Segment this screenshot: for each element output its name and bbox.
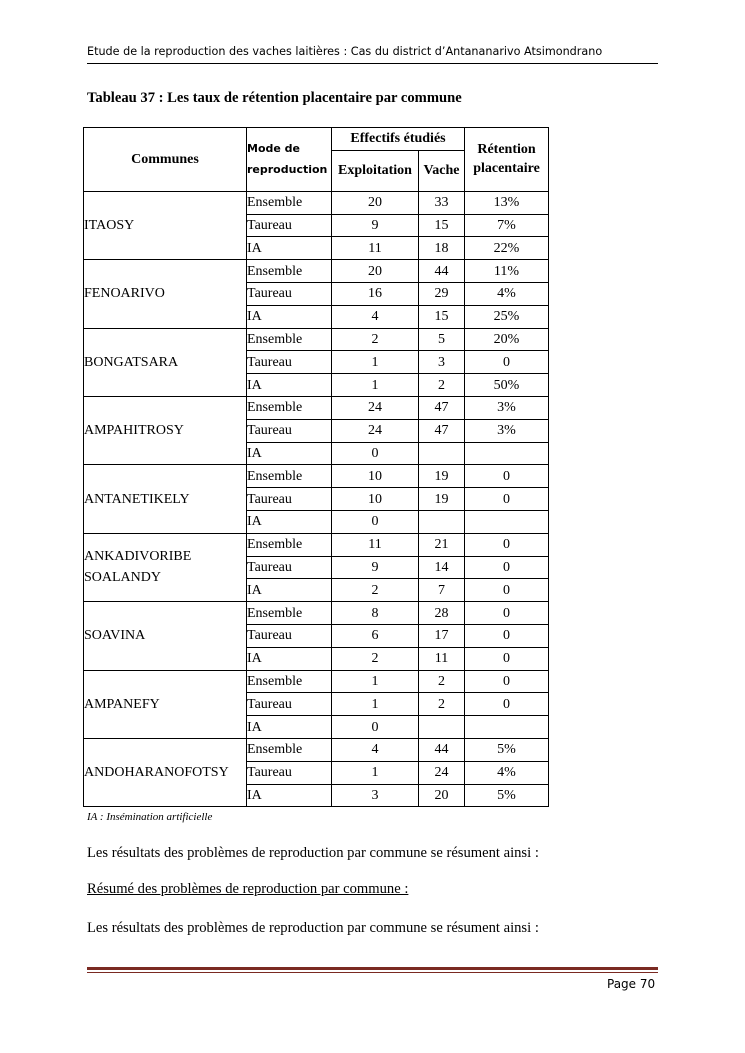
exploitation-cell: 1 — [332, 761, 419, 784]
mode-cell: Ensemble — [247, 260, 332, 283]
header-communes — [84, 128, 247, 192]
mode-cell: Ensemble — [247, 670, 332, 693]
exploitation-cell: 0 — [332, 510, 419, 533]
mode-cell: IA — [247, 784, 332, 807]
header-exploitation-label: Exploitation — [338, 163, 412, 179]
vache-cell: 7 — [419, 579, 465, 602]
retention-cell: 0 — [465, 693, 549, 716]
commune-cell: ANDOHARANOFOTSY — [84, 738, 247, 806]
commune-cell: ITAOSY — [84, 191, 247, 259]
table-row — [84, 670, 549, 693]
table-footnote: IA : Insémination artificielle — [87, 811, 213, 823]
section-heading-summary: Résumé des problèmes de reproduction par commune : — [87, 881, 409, 897]
commune-cell: FENOARIVO — [84, 260, 247, 328]
retention-cell: 4% — [465, 282, 549, 305]
vache-cell: 19 — [419, 465, 465, 488]
table-row — [84, 191, 549, 214]
retention-cell — [465, 716, 549, 739]
exploitation-cell: 1 — [332, 351, 419, 374]
vache-cell: 44 — [419, 738, 465, 761]
exploitation-cell: 1 — [332, 374, 419, 397]
exploitation-cell: 8 — [332, 602, 419, 625]
exploitation-cell: 24 — [332, 419, 419, 442]
retention-cell: 22% — [465, 237, 549, 260]
retention-cell: 0 — [465, 647, 549, 670]
mode-cell: Ensemble — [247, 396, 332, 419]
exploitation-cell: 6 — [332, 624, 419, 647]
header-mode-line2: reproduction — [247, 163, 328, 177]
commune-cell: BONGATSARA — [84, 328, 247, 396]
table-row — [84, 260, 549, 283]
mode-cell: Taureau — [247, 488, 332, 511]
header-communes-label: Communes — [131, 151, 199, 167]
exploitation-cell: 2 — [332, 647, 419, 670]
footer-rule-thin — [87, 972, 658, 973]
vache-cell: 2 — [419, 693, 465, 716]
exploitation-cell: 9 — [332, 556, 419, 579]
retention-cell: 0 — [465, 533, 549, 556]
header-exploitation — [332, 150, 419, 191]
commune-cell: SOAVINA — [84, 602, 247, 670]
vache-cell: 19 — [419, 488, 465, 511]
retention-cell: 0 — [465, 624, 549, 647]
retention-cell: 5% — [465, 738, 549, 761]
mode-cell: IA — [247, 374, 332, 397]
retention-cell: 3% — [465, 396, 549, 419]
vache-cell: 2 — [419, 670, 465, 693]
vache-cell: 15 — [419, 305, 465, 328]
table-row — [84, 328, 549, 351]
vache-cell — [419, 510, 465, 533]
mode-cell: Ensemble — [247, 191, 332, 214]
vache-cell: 18 — [419, 237, 465, 260]
paragraph-results-repeat: Les résultats des problèmes de reproduction par commune se résument ainsi : — [87, 920, 539, 936]
retention-cell: 0 — [465, 670, 549, 693]
vache-cell: 29 — [419, 282, 465, 305]
retention-cell: 4% — [465, 761, 549, 784]
table-row — [84, 465, 549, 488]
exploitation-cell: 1 — [332, 693, 419, 716]
retention-cell: 13% — [465, 191, 549, 214]
header-rule — [87, 63, 658, 64]
retention-cell: 5% — [465, 784, 549, 807]
retention-cell: 11% — [465, 260, 549, 283]
retention-cell: 20% — [465, 328, 549, 351]
mode-cell: Ensemble — [247, 533, 332, 556]
running-header: Etude de la reproduction des vaches laitières : Cas du district d’Antananarivo Atsimondrano — [87, 45, 603, 58]
vache-cell: 15 — [419, 214, 465, 237]
vache-cell: 3 — [419, 351, 465, 374]
mode-cell: IA — [247, 237, 332, 260]
table-body — [84, 191, 549, 807]
header-mode — [247, 128, 332, 192]
retention-cell — [465, 442, 549, 465]
retention-cell: 0 — [465, 579, 549, 602]
exploitation-cell: 0 — [332, 716, 419, 739]
vache-cell: 47 — [419, 396, 465, 419]
header-effectifs-label: Effectifs étudiés — [350, 131, 446, 147]
vache-cell: 11 — [419, 647, 465, 670]
exploitation-cell: 11 — [332, 237, 419, 260]
exploitation-cell: 11 — [332, 533, 419, 556]
mode-cell: Taureau — [247, 761, 332, 784]
mode-cell: IA — [247, 716, 332, 739]
retention-cell: 0 — [465, 556, 549, 579]
mode-cell: Taureau — [247, 624, 332, 647]
vache-cell: 24 — [419, 761, 465, 784]
exploitation-cell: 16 — [332, 282, 419, 305]
retention-cell: 7% — [465, 214, 549, 237]
page-number: Page 70 — [607, 977, 656, 991]
mode-cell: Ensemble — [247, 602, 332, 625]
mode-cell: IA — [247, 305, 332, 328]
exploitation-cell: 9 — [332, 214, 419, 237]
header-vache-label: Vache — [423, 163, 460, 179]
mode-cell: Ensemble — [247, 328, 332, 351]
header-retention-line1: Rétention — [477, 142, 536, 158]
placental-retention-table — [83, 127, 549, 807]
mode-cell: IA — [247, 442, 332, 465]
exploitation-cell: 10 — [332, 488, 419, 511]
paragraph-results: Les résultats des problèmes de reproduction par commune se résument ainsi : — [87, 845, 539, 861]
table-caption: Tableau 37 : Les taux de rétention placentaire par commune — [87, 90, 462, 106]
exploitation-cell: 2 — [332, 328, 419, 351]
mode-cell: IA — [247, 510, 332, 533]
footer-rule-thick — [87, 967, 658, 970]
table-row — [84, 738, 549, 761]
commune-cell: ANTANETIKELY — [84, 465, 247, 533]
commune-cell: AMPANEFY — [84, 670, 247, 738]
mode-cell: IA — [247, 579, 332, 602]
retention-cell: 0 — [465, 465, 549, 488]
vache-cell: 47 — [419, 419, 465, 442]
vache-cell: 33 — [419, 191, 465, 214]
exploitation-cell: 4 — [332, 305, 419, 328]
retention-cell: 50% — [465, 374, 549, 397]
vache-cell — [419, 716, 465, 739]
mode-cell: Ensemble — [247, 465, 332, 488]
vache-cell: 2 — [419, 374, 465, 397]
header-effectifs — [332, 128, 465, 151]
commune-cell: ANKADIVORIBE SOALANDY — [84, 533, 247, 601]
retention-cell: 3% — [465, 419, 549, 442]
vache-cell: 17 — [419, 624, 465, 647]
exploitation-cell: 10 — [332, 465, 419, 488]
exploitation-cell: 3 — [332, 784, 419, 807]
mode-cell: Taureau — [247, 693, 332, 716]
exploitation-cell: 20 — [332, 260, 419, 283]
retention-cell: 25% — [465, 305, 549, 328]
vache-cell: 28 — [419, 602, 465, 625]
exploitation-cell: 24 — [332, 396, 419, 419]
exploitation-cell: 4 — [332, 738, 419, 761]
retention-cell — [465, 510, 549, 533]
exploitation-cell: 2 — [332, 579, 419, 602]
mode-cell: Ensemble — [247, 738, 332, 761]
retention-cell: 0 — [465, 351, 549, 374]
retention-cell: 0 — [465, 602, 549, 625]
header-retention-line2: placentaire — [473, 161, 540, 177]
vache-cell: 44 — [419, 260, 465, 283]
exploitation-cell: 1 — [332, 670, 419, 693]
vache-cell: 14 — [419, 556, 465, 579]
vache-cell: 5 — [419, 328, 465, 351]
header-retention — [465, 128, 549, 192]
exploitation-cell: 20 — [332, 191, 419, 214]
table-row — [84, 602, 549, 625]
mode-cell: IA — [247, 647, 332, 670]
mode-cell: Taureau — [247, 419, 332, 442]
table-row — [84, 396, 549, 419]
header-mode-line1: Mode de — [247, 142, 301, 156]
exploitation-cell: 0 — [332, 442, 419, 465]
mode-cell: Taureau — [247, 556, 332, 579]
retention-cell: 0 — [465, 488, 549, 511]
commune-cell: AMPAHITROSY — [84, 396, 247, 464]
vache-cell — [419, 442, 465, 465]
vache-cell: 20 — [419, 784, 465, 807]
mode-cell: Taureau — [247, 282, 332, 305]
mode-cell: Taureau — [247, 214, 332, 237]
mode-cell: Taureau — [247, 351, 332, 374]
table-row — [84, 533, 549, 556]
header-vache — [419, 150, 465, 191]
vache-cell: 21 — [419, 533, 465, 556]
